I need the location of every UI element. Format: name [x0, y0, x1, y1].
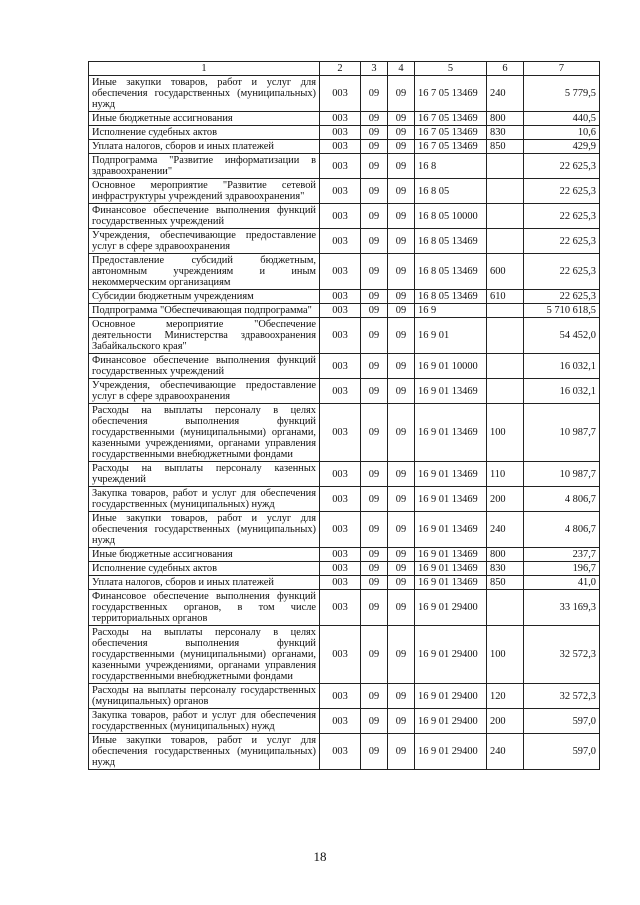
amount-cell: 33 169,3	[524, 590, 600, 626]
amount-cell: 597,0	[524, 709, 600, 734]
admin-code-cell: 003	[320, 487, 361, 512]
target-article-cell: 16 9 01 29400	[415, 709, 487, 734]
admin-code-cell: 003	[320, 562, 361, 576]
amount-cell: 22 625,3	[524, 154, 600, 179]
column-number: 1	[89, 62, 320, 76]
page-number: 18	[313, 849, 327, 864]
column-number: 3	[361, 62, 388, 76]
table-row	[89, 709, 600, 734]
row-name-cell: Иные бюджетные ассигнования	[89, 548, 320, 562]
target-article-cell: 16 9 01	[415, 318, 487, 354]
subsection-code-cell: 09	[388, 512, 415, 548]
row-name-cell: Закупка товаров, работ и услуг для обеспечения государственных (муниципальных) нужд	[89, 487, 320, 512]
row-name-cell: Расходы на выплаты персоналу государственных (муниципальных) органов	[89, 684, 320, 709]
row-name-cell: Учреждения, обеспечивающие предоставление услуг в сфере здравоохранения	[89, 379, 320, 404]
admin-code-cell: 003	[320, 626, 361, 684]
expense-type-cell: 110	[487, 462, 524, 487]
target-article-cell: 16 8 05 13469	[415, 290, 487, 304]
subsection-code-cell: 09	[388, 709, 415, 734]
subsection-code-cell: 09	[388, 404, 415, 462]
target-article-cell: 16 9 01 29400	[415, 734, 487, 770]
table-row	[89, 379, 600, 404]
subsection-code-cell: 09	[388, 684, 415, 709]
subsection-code-cell: 09	[388, 126, 415, 140]
admin-code-cell: 003	[320, 684, 361, 709]
subsection-code-cell: 09	[388, 462, 415, 487]
subsection-code-cell: 09	[388, 487, 415, 512]
admin-code-cell: 003	[320, 734, 361, 770]
expense-type-cell: 600	[487, 254, 524, 290]
amount-cell: 196,7	[524, 562, 600, 576]
expense-type-cell	[487, 179, 524, 204]
amount-cell: 4 806,7	[524, 487, 600, 512]
admin-code-cell: 003	[320, 229, 361, 254]
amount-cell: 237,7	[524, 548, 600, 562]
row-name-cell: Подпрограмма "Обеспечивающая подпрограмма"	[89, 304, 320, 318]
column-number-row	[89, 62, 600, 76]
amount-cell: 440,5	[524, 112, 600, 126]
row-name-cell: Учреждения, обеспечивающие предоставление услуг в сфере здравоохранения	[89, 229, 320, 254]
row-name-cell: Исполнение судебных актов	[89, 126, 320, 140]
section-code-cell: 09	[361, 126, 388, 140]
table-row	[89, 734, 600, 770]
admin-code-cell: 003	[320, 204, 361, 229]
admin-code-cell: 003	[320, 354, 361, 379]
table-row	[89, 548, 600, 562]
admin-code-cell: 003	[320, 590, 361, 626]
table-row	[89, 154, 600, 179]
section-code-cell: 09	[361, 548, 388, 562]
budget-table	[88, 61, 600, 770]
table-row	[89, 140, 600, 154]
table-row	[89, 590, 600, 626]
section-code-cell: 09	[361, 404, 388, 462]
expense-type-cell: 850	[487, 576, 524, 590]
section-code-cell: 09	[361, 204, 388, 229]
target-article-cell: 16 9 01 29400	[415, 590, 487, 626]
section-code-cell: 09	[361, 154, 388, 179]
target-article-cell: 16 7 05 13469	[415, 76, 487, 112]
amount-cell: 54 452,0	[524, 318, 600, 354]
admin-code-cell: 003	[320, 254, 361, 290]
admin-code-cell: 003	[320, 379, 361, 404]
expense-type-cell: 850	[487, 140, 524, 154]
section-code-cell: 09	[361, 379, 388, 404]
target-article-cell: 16 9 01 13469	[415, 379, 487, 404]
subsection-code-cell: 09	[388, 562, 415, 576]
expense-type-cell: 200	[487, 487, 524, 512]
admin-code-cell: 003	[320, 76, 361, 112]
target-article-cell: 16 9 01 13469	[415, 462, 487, 487]
expense-type-cell: 100	[487, 404, 524, 462]
table-row	[89, 684, 600, 709]
amount-cell: 22 625,3	[524, 204, 600, 229]
subsection-code-cell: 09	[388, 548, 415, 562]
admin-code-cell: 003	[320, 404, 361, 462]
subsection-code-cell: 09	[388, 254, 415, 290]
target-article-cell: 16 8 05	[415, 179, 487, 204]
table-row	[89, 487, 600, 512]
row-name-cell: Расходы на выплаты персоналу в целях обеспечения выполнения функций государственными (муниципальными) органами, казенными учреждениями, органами управления государственными внебюджетными фондами	[89, 626, 320, 684]
expense-type-cell: 120	[487, 684, 524, 709]
subsection-code-cell: 09	[388, 318, 415, 354]
subsection-code-cell: 09	[388, 734, 415, 770]
section-code-cell: 09	[361, 304, 388, 318]
section-code-cell: 09	[361, 112, 388, 126]
section-code-cell: 09	[361, 462, 388, 487]
row-name-cell: Подпрограмма "Развитие информатизации в здравоохранении"	[89, 154, 320, 179]
table-row	[89, 204, 600, 229]
target-article-cell: 16 9 01 13469	[415, 404, 487, 462]
column-number: 2	[320, 62, 361, 76]
row-name-cell: Финансовое обеспечение выполнения функций государственных учреждений	[89, 204, 320, 229]
row-name-cell: Финансовое обеспечение выполнения функций государственных органов, в том числе территориальных органов	[89, 590, 320, 626]
table-row	[89, 512, 600, 548]
subsection-code-cell: 09	[388, 204, 415, 229]
amount-cell: 10 987,7	[524, 404, 600, 462]
target-article-cell: 16 9 01 13469	[415, 548, 487, 562]
expense-type-cell	[487, 304, 524, 318]
table-row	[89, 304, 600, 318]
table-row	[89, 576, 600, 590]
row-name-cell: Расходы на выплаты персоналу в целях обеспечения выполнения функций государственными (муниципальными) органами, казенными учреждениями, органами управления государственными внебюджетными фондами	[89, 404, 320, 462]
admin-code-cell: 003	[320, 179, 361, 204]
subsection-code-cell: 09	[388, 154, 415, 179]
amount-cell: 4 806,7	[524, 512, 600, 548]
amount-cell: 22 625,3	[524, 229, 600, 254]
subsection-code-cell: 09	[388, 379, 415, 404]
amount-cell: 41,0	[524, 576, 600, 590]
expense-type-cell: 800	[487, 112, 524, 126]
target-article-cell: 16 9 01 10000	[415, 354, 487, 379]
row-name-cell: Иные бюджетные ассигнования	[89, 112, 320, 126]
section-code-cell: 09	[361, 709, 388, 734]
expense-type-cell: 800	[487, 548, 524, 562]
row-name-cell: Субсидии бюджетным учреждениям	[89, 290, 320, 304]
target-article-cell: 16 9 01 13469	[415, 576, 487, 590]
table-row	[89, 290, 600, 304]
section-code-cell: 09	[361, 140, 388, 154]
expense-type-cell	[487, 229, 524, 254]
subsection-code-cell: 09	[388, 304, 415, 318]
table-row	[89, 462, 600, 487]
target-article-cell: 16 7 05 13469	[415, 140, 487, 154]
table-row	[89, 229, 600, 254]
target-article-cell: 16 8 05 13469	[415, 254, 487, 290]
admin-code-cell: 003	[320, 462, 361, 487]
row-name-cell: Расходы на выплаты персоналу казенных учреждений	[89, 462, 320, 487]
subsection-code-cell: 09	[388, 179, 415, 204]
target-article-cell: 16 9 01 29400	[415, 626, 487, 684]
row-name-cell: Финансовое обеспечение выполнения функций государственных учреждений	[89, 354, 320, 379]
subsection-code-cell: 09	[388, 626, 415, 684]
section-code-cell: 09	[361, 290, 388, 304]
row-name-cell: Иные закупки товаров, работ и услуг для обеспечения государственных (муниципальных) нужд	[89, 512, 320, 548]
row-name-cell: Уплата налогов, сборов и иных платежей	[89, 140, 320, 154]
section-code-cell: 09	[361, 229, 388, 254]
table-row	[89, 318, 600, 354]
amount-cell: 10 987,7	[524, 462, 600, 487]
subsection-code-cell: 09	[388, 590, 415, 626]
expense-type-cell: 100	[487, 626, 524, 684]
amount-cell: 10,6	[524, 126, 600, 140]
row-name-cell: Исполнение судебных актов	[89, 562, 320, 576]
admin-code-cell: 003	[320, 512, 361, 548]
section-code-cell: 09	[361, 254, 388, 290]
row-name-cell: Уплата налогов, сборов и иных платежей	[89, 576, 320, 590]
admin-code-cell: 003	[320, 112, 361, 126]
expense-type-cell	[487, 379, 524, 404]
amount-cell: 22 625,3	[524, 290, 600, 304]
target-article-cell: 16 7 05 13469	[415, 112, 487, 126]
target-article-cell: 16 7 05 13469	[415, 126, 487, 140]
amount-cell: 16 032,1	[524, 354, 600, 379]
admin-code-cell: 003	[320, 576, 361, 590]
expense-type-cell: 240	[487, 76, 524, 112]
subsection-code-cell: 09	[388, 112, 415, 126]
amount-cell: 429,9	[524, 140, 600, 154]
table-row	[89, 562, 600, 576]
target-article-cell: 16 9 01 13469	[415, 487, 487, 512]
expense-type-cell: 200	[487, 709, 524, 734]
expense-type-cell: 830	[487, 126, 524, 140]
column-number: 6	[487, 62, 524, 76]
amount-cell: 16 032,1	[524, 379, 600, 404]
admin-code-cell: 003	[320, 140, 361, 154]
subsection-code-cell: 09	[388, 290, 415, 304]
table-row	[89, 626, 600, 684]
subsection-code-cell: 09	[388, 76, 415, 112]
section-code-cell: 09	[361, 576, 388, 590]
amount-cell: 32 572,3	[524, 684, 600, 709]
table-row	[89, 76, 600, 112]
admin-code-cell: 003	[320, 318, 361, 354]
expense-type-cell: 830	[487, 562, 524, 576]
subsection-code-cell: 09	[388, 229, 415, 254]
amount-cell: 22 625,3	[524, 179, 600, 204]
admin-code-cell: 003	[320, 290, 361, 304]
admin-code-cell: 003	[320, 709, 361, 734]
expense-type-cell	[487, 590, 524, 626]
amount-cell: 22 625,3	[524, 254, 600, 290]
amount-cell: 5 779,5	[524, 76, 600, 112]
column-number: 7	[524, 62, 600, 76]
table-row	[89, 112, 600, 126]
target-article-cell: 16 8 05 10000	[415, 204, 487, 229]
expense-type-cell: 240	[487, 512, 524, 548]
target-article-cell: 16 9 01 13469	[415, 562, 487, 576]
amount-cell: 5 710 618,5	[524, 304, 600, 318]
table-row	[89, 404, 600, 462]
section-code-cell: 09	[361, 487, 388, 512]
expense-type-cell: 610	[487, 290, 524, 304]
row-name-cell: Основное мероприятие "Обеспечение деятельности Министерства здравоохранения Забайкальского края"	[89, 318, 320, 354]
target-article-cell: 16 9 01 13469	[415, 512, 487, 548]
section-code-cell: 09	[361, 354, 388, 379]
section-code-cell: 09	[361, 179, 388, 204]
expense-type-cell	[487, 318, 524, 354]
table-row	[89, 179, 600, 204]
expense-type-cell	[487, 354, 524, 379]
row-name-cell: Предоставление субсидий бюджетным, автономным учреждениям и иным некоммерческим организациям	[89, 254, 320, 290]
section-code-cell: 09	[361, 318, 388, 354]
column-number: 4	[388, 62, 415, 76]
column-number: 5	[415, 62, 487, 76]
admin-code-cell: 003	[320, 126, 361, 140]
row-name-cell: Закупка товаров, работ и услуг для обеспечения государственных (муниципальных) нужд	[89, 709, 320, 734]
section-code-cell: 09	[361, 562, 388, 576]
section-code-cell: 09	[361, 512, 388, 548]
subsection-code-cell: 09	[388, 576, 415, 590]
table-row	[89, 354, 600, 379]
section-code-cell: 09	[361, 590, 388, 626]
amount-cell: 32 572,3	[524, 626, 600, 684]
section-code-cell: 09	[361, 734, 388, 770]
section-code-cell: 09	[361, 684, 388, 709]
admin-code-cell: 003	[320, 304, 361, 318]
target-article-cell: 16 9 01 29400	[415, 684, 487, 709]
admin-code-cell: 003	[320, 154, 361, 179]
expense-type-cell: 240	[487, 734, 524, 770]
subsection-code-cell: 09	[388, 140, 415, 154]
row-name-cell: Основное мероприятие "Развитие сетевой инфраструктуры учреждений здравоохранения"	[89, 179, 320, 204]
expense-type-cell	[487, 204, 524, 229]
row-name-cell: Иные закупки товаров, работ и услуг для обеспечения государственных (муниципальных) нужд	[89, 76, 320, 112]
expense-type-cell	[487, 154, 524, 179]
target-article-cell: 16 8 05 13469	[415, 229, 487, 254]
table-row	[89, 126, 600, 140]
admin-code-cell: 003	[320, 548, 361, 562]
target-article-cell: 16 9	[415, 304, 487, 318]
table-row	[89, 254, 600, 290]
section-code-cell: 09	[361, 626, 388, 684]
section-code-cell: 09	[361, 76, 388, 112]
amount-cell: 597,0	[524, 734, 600, 770]
row-name-cell: Иные закупки товаров, работ и услуг для обеспечения государственных (муниципальных) нужд	[89, 734, 320, 770]
target-article-cell: 16 8	[415, 154, 487, 179]
subsection-code-cell: 09	[388, 354, 415, 379]
